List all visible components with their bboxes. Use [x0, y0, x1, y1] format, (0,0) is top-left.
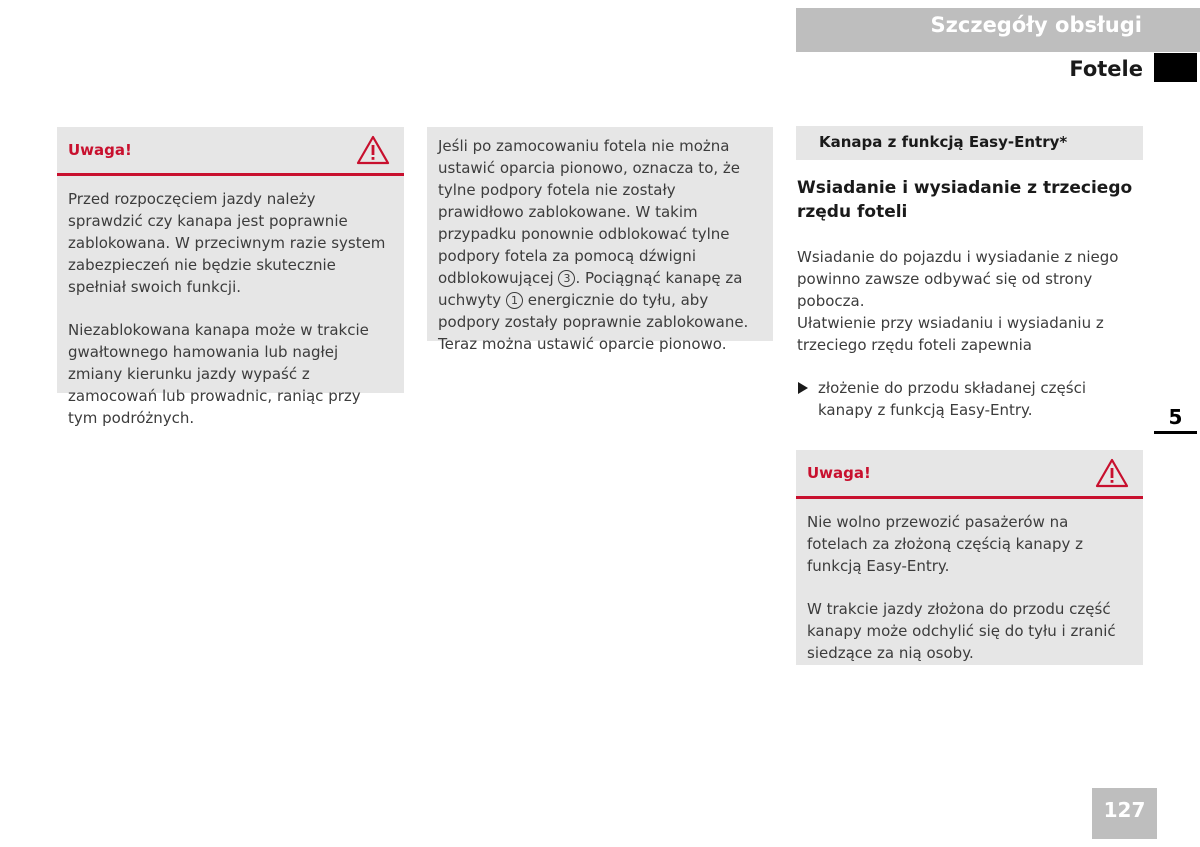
feature-title-box	[796, 126, 1143, 160]
left-warning-box	[57, 127, 404, 427]
paragraph-ulatwienie: Ułatwienie przy wsiadaniu i wysiadaniu z trzeciego rzędu foteli zapewnia	[797, 314, 1104, 354]
section-title: Szczegóły obsługi	[930, 13, 1142, 37]
subheading: Wsiadanie i wysiadanie z trzeciego rzędu foteli	[797, 178, 1133, 222]
warning-header	[796, 450, 1143, 499]
triangle-right-icon	[797, 381, 809, 395]
paragraph-pobocze: Wsiadanie do pojazdu i wysiadanie z niego powinno zawsze odbywać się od strony pobocza.	[797, 248, 1119, 310]
bullet-item	[797, 377, 1142, 421]
info-text-part: energicznie do tyłu, aby podpory zostały poprawnie zablokowane. Teraz można ustawić oparcie pionowo.	[438, 291, 749, 353]
warning-paragraph: Nie wolno przewozić pasażerów na fotelach za złożoną częścią kanapy z funkcją Easy-Entry.	[807, 513, 1084, 575]
warning-title: Uwaga!	[68, 141, 132, 159]
warning-paragraph: W trakcie jazdy złożona do przodu część kanapy może odchylić się do tyłu i zranić siedzące za nią osoby.	[807, 600, 1116, 662]
warning-body	[796, 499, 1143, 676]
warning-triangle-icon	[356, 135, 390, 165]
feature-title: Kanapa z funkcją Easy-Entry*	[819, 133, 1068, 151]
right-warning-box	[796, 450, 1143, 665]
warning-title: Uwaga!	[807, 464, 871, 482]
info-text-part: Jeśli po zamocowaniu fotela nie można ustawić oparcia pionowo, oznacza to, że tylne podpory fotela nie zostały prawidłowo zablokowane. W takim przypadku ponownie odblokować tylne podpory fotela za pomocą dźwigni odblokowującej	[438, 137, 741, 287]
middle-info-text	[438, 135, 762, 355]
section-header	[796, 8, 1200, 52]
reference-number-1: 1	[506, 292, 523, 309]
warning-header	[57, 127, 404, 176]
warning-paragraph: Przed rozpoczęciem jazdy należy sprawdzić czy kanapa jest poprawnie zablokowana. W przeciwnym razie system zabezpieczeń nie będzie skutecznie spełniał swoich funkcji.	[68, 190, 386, 296]
chapter-tab: 5	[1154, 400, 1197, 434]
info-text-part: . Pociągnąć kanapę za uchwyty	[438, 269, 743, 309]
bullet-text: złożenie do przodu składanej części kanapy z funkcją Easy-Entry.	[818, 379, 1087, 419]
warning-paragraph: Niezablokowana kanapa może w trakcie gwałtownego hamowania lub nagłej zmiany kierunku jazdy wypaść z zamocowań lub prowadnic, raniąc przy tym podróżnych.	[68, 321, 369, 427]
warning-body	[57, 176, 404, 441]
section-marker	[1154, 53, 1197, 82]
warning-triangle-icon	[1095, 458, 1129, 488]
reference-number-3: 3	[558, 270, 575, 287]
middle-info-box	[427, 127, 773, 353]
page-number: 127	[1092, 788, 1157, 839]
subsection-title: Fotele	[1069, 57, 1143, 81]
